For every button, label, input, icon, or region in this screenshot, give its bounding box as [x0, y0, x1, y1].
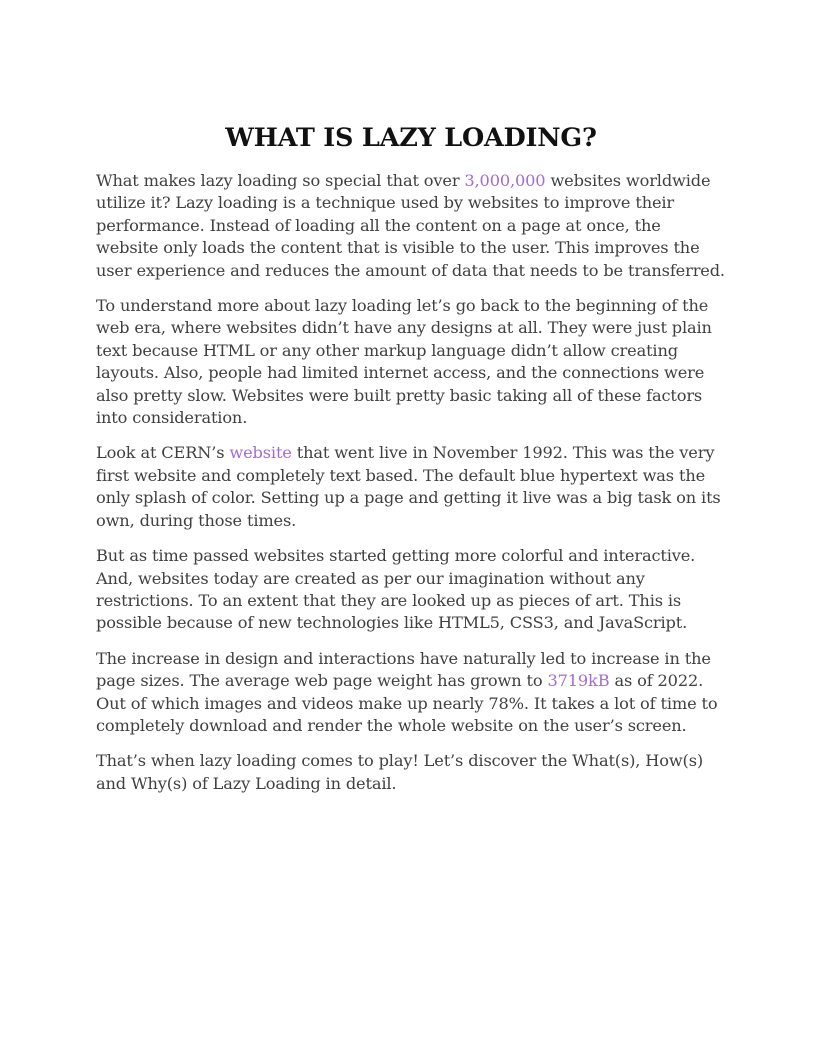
document-page	[96, 120, 726, 808]
paragraph-modern-web: But as time passed websites started getting more colorful and interactive. And, websites today are created as per our imagination without any restrictions. To an extent that they are looked up as pieces of art. This is possible because of new technologies like HTML5, CSS3, and JavaScript.	[96, 546, 696, 633]
paragraph-page-weight	[96, 648, 726, 738]
page-title: WHAT IS LAZY LOADING?	[225, 123, 597, 153]
paragraph-text: Look at CERN’s	[96, 443, 230, 463]
paragraph-text: The increase in design and interactions have naturally led to increase in the page sizes. The average web page weight has grown to	[96, 648, 711, 691]
cern-website-link[interactable]: website	[229, 443, 292, 463]
paragraph-cern	[96, 442, 726, 532]
paragraph-text: as of 2022. Out of which images and videos make up nearly 78%. It takes a lot of time to completely download and render the whole website on the user’s screen.	[96, 671, 718, 735]
paragraph-text: websites worldwide utilize it? Lazy loading is a technique used by websites to improve their performance. Instead of loading all the content on a page at once, the website only loads the content that is visible to the user. This improves the user experience and reduces the amount of data that needs to be transferred.	[96, 171, 725, 280]
paragraph-conclusion: That’s when lazy loading comes to play! Let’s discover the What(s), How(s) and Why(s) of Lazy Loading in detail.	[96, 751, 704, 793]
page-weight-link[interactable]: 3719kB	[547, 671, 610, 691]
paragraph-text: that went live in November 1992. This was the very first website and completely text based. The default blue hypertext was the only splash of color. Setting up a page and getting it live was a big task on its own, during those times.	[96, 443, 721, 530]
websites-count-link[interactable]: 3,000,000	[464, 171, 546, 190]
paragraph-intro	[96, 170, 726, 282]
paragraph-text: What makes lazy loading so special that over	[96, 171, 465, 190]
paragraph-history: To understand more about lazy loading let’s go back to the beginning of the web era, where websites didn’t have any designs at all. They were just plain text because HTML or any other markup language didn’t allow creating layouts. Also, people had limited internet access, and the connections were also pretty slow. Websites were built pretty basic taking all of these factors into consideration.	[96, 296, 712, 428]
